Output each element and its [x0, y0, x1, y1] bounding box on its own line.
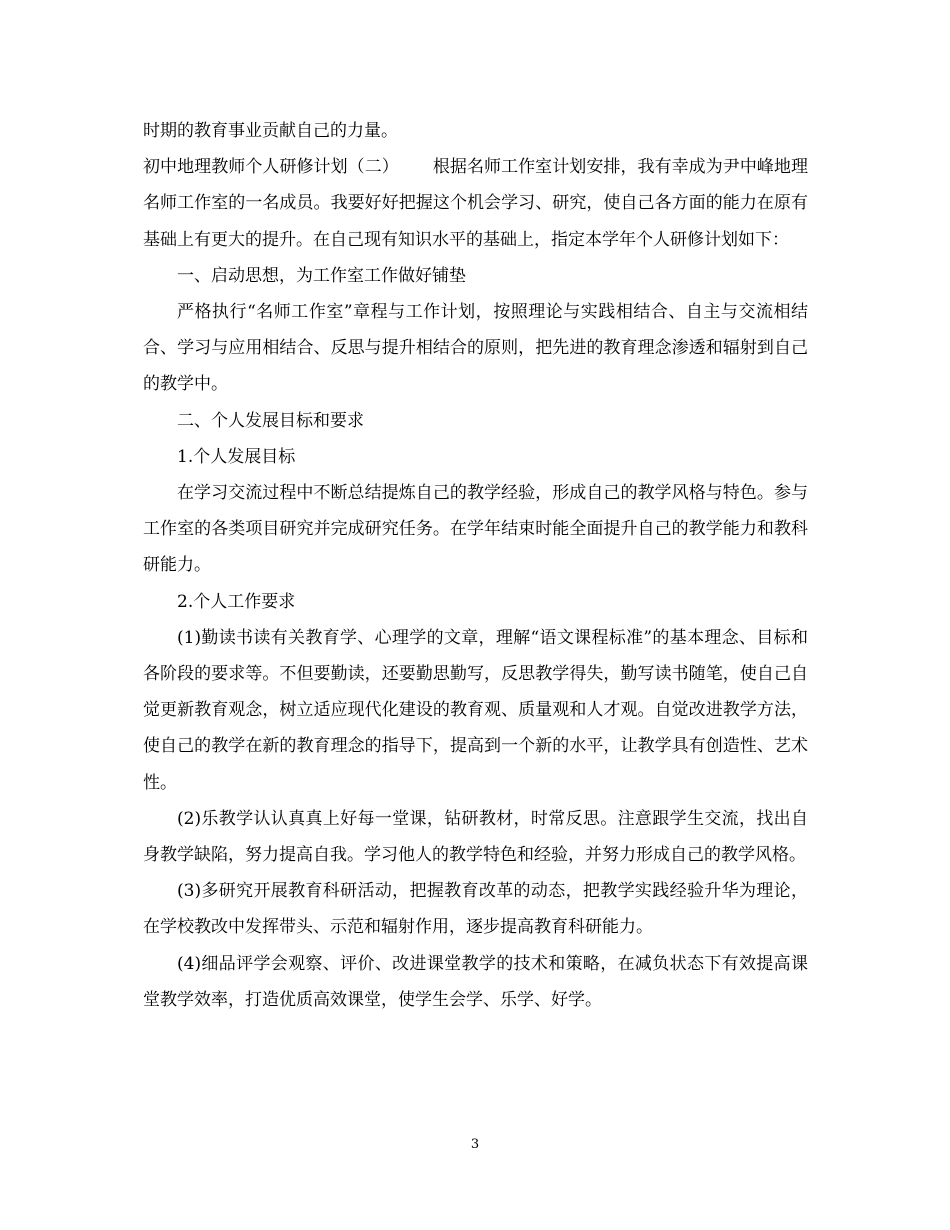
continuation-paragraph: 时期的教育事业贡献自己的力量。 [143, 121, 398, 141]
intro-text: 根据名师工作室计划安排，我有幸成为尹中峰地理名师工作室的一名成员。我要好好把握这个机会学习、研究，使自己各方面的能力在原有基础上有更大的提升。在自己现有知识水平的基础上，指定本学年个人研修计划如下： [143, 157, 809, 250]
paragraph-2: 在学习交流过程中不断总结提炼自己的教学经验，形成自己的教学风格与特色。参与工作室的各类项目研究并完成研究任务。在学年结束时能全面提升自己的教学能力和教科研能力。 [143, 483, 808, 576]
list-item-2: (2)乐教学认认真真上好每一堂课，钻研教材，时常反思。注意跟学生交流，找出自身教学缺陷，努力提高自我。学习他人的教学特色和经验，并努力形成自己的教学风格。 [143, 808, 808, 866]
subheading-1: 1.个人发展目标 [177, 446, 296, 467]
section-title: 初中地理教师个人研修计划（二） [143, 157, 399, 178]
list-item-4: (4)细品评学会观察、评价、改进课堂教学的技术和策略，在减负状态下有效提高课堂教学效率，打造优质高效课堂，使学生会学、乐学、好学。 [143, 953, 808, 1010]
list-item-3: (3)多研究开展教育科研活动，把握教育改革的动态，把教学实践经验升华为理论，在学校教改中发挥带头、示范和辐射作用，逐步提高教育科研能力。 [143, 881, 808, 938]
intro-paragraph [143, 149, 808, 258]
paragraph-1: 严格执行“名师工作室”章程与工作计划，按照理论与实践相结合、自主与交流相结合、学习与应用相结合、反思与提升相结合的原则，把先进的教育理念渗透和辐射到自己的教学中。 [143, 302, 808, 395]
document-body [143, 113, 808, 1018]
list-item-1: (1)勤读书读有关教育学、心理学的文章，理解“语文课程标准”的基本理念、目标和各阶段的要求等。不但要勤读，还要勤思勤写，反思教学得失，勤写读书随笔，使自己自觉更新教育观念，树立适应现代化建设的教育观、质量观和人才观。自觉改进教学方法，使自己的教学在新的教育理念的指导下，提高到一个新的水平，让教学具有创造性、艺术性。 [143, 627, 808, 793]
page-number: 3 [470, 1137, 480, 1152]
subheading-2: 2.个人工作要求 [177, 591, 296, 612]
heading-1: 一、启动思想，为工作室工作做好铺垫 [177, 265, 466, 286]
heading-2: 二、个人发展目标和要求 [177, 410, 364, 431]
